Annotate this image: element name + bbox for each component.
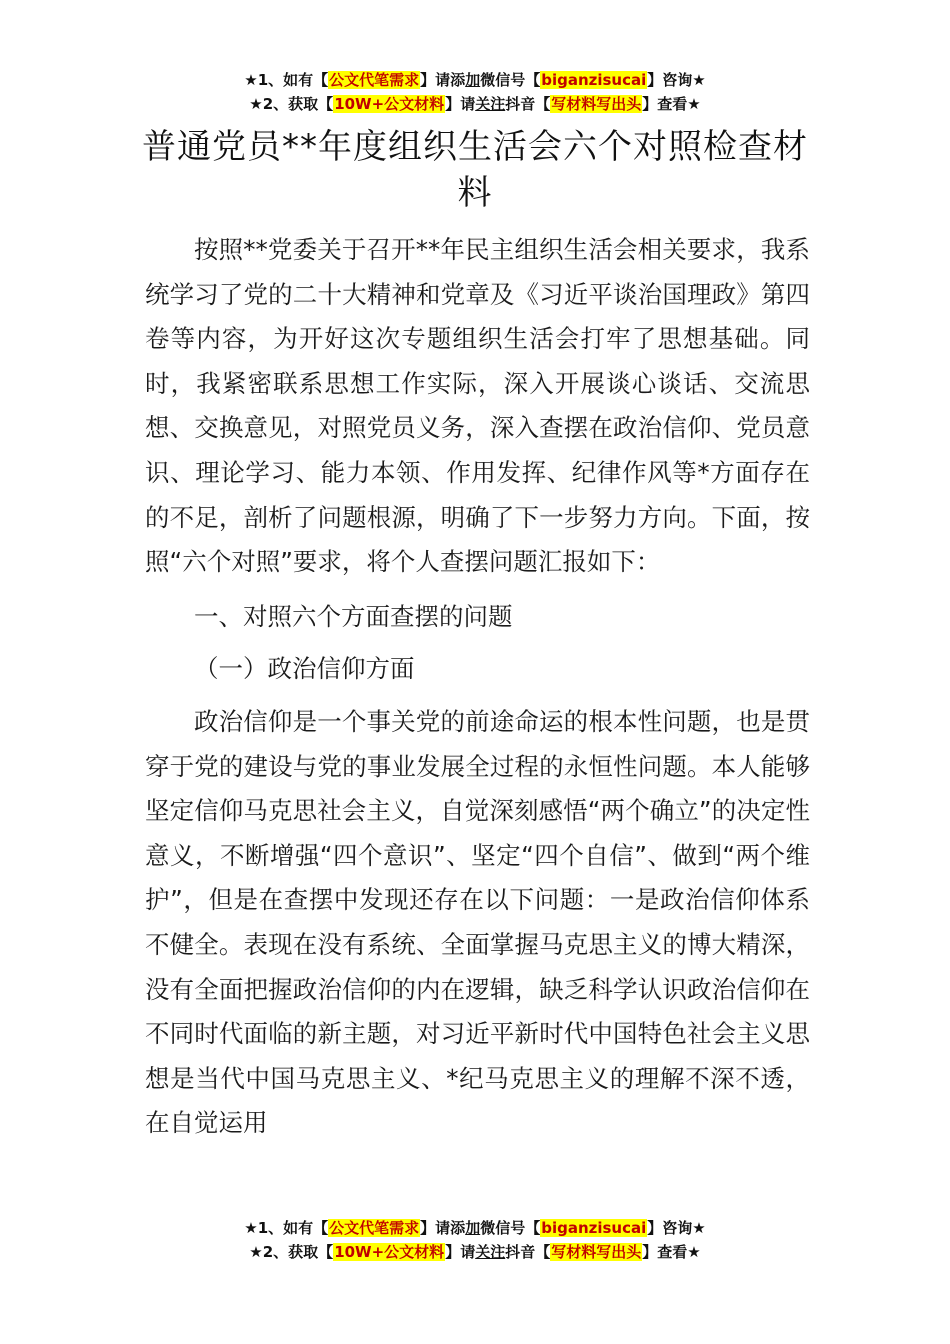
intro-paragraph: 按照**党委关于召开**年民主组织生活会相关要求，我系统学习了党的二十大精神和党章及《习近平谈治国理政》第四卷等内容，为开好这次专题组织生活会打牢了思想基础。同时，我紧密联系思想工作实际，深入开展谈心谈话、交流思想、交换意见，对照党员义务，深入查摆在政治信仰、党员意识、理论学习、能力本领、作用发挥、纪律作风等*方面存在的不足，剖析了问题根源，明确了下一步努力方向。下面，按照“六个对照”要求，将个人查摆问题汇报如下： — [145, 235, 810, 577]
notice-text: 】请 — [445, 1243, 476, 1261]
notice-text: 】查看★ — [642, 95, 701, 113]
notice-text: 微信号【 — [480, 1219, 541, 1237]
notice-text: 】咨询★ — [647, 1219, 706, 1237]
notice-text-underlined: 关注 — [475, 95, 506, 113]
notice-line-1 — [0, 68, 950, 92]
bottom-notice-banner — [0, 1216, 950, 1264]
section-heading: 一、对照六个方面查摆的问题 — [194, 601, 513, 631]
top-notice-banner — [0, 68, 950, 116]
body-paragraph: 政治信仰是一个事关党的前途命运的根本性问题，也是贯穿于党的建设与党的事业发展全过程的永恒性问题。本人能够坚定信仰马克思社会主义，自觉深刻感悟“两个确立”的决定性意义，不断增强“四个意识”、坚定“四个自信”、做到“两个维护”，但是在查摆中发现还存在以下问题：一是政治信仰体系不健全。表现在没有系统、全面掌握马克思主义的博大精深，没有全面把握政治信仰的内在逻辑，缺乏科学认识政治信仰在不同时代面临的新主题，对习近平新时代中国特色社会主义思想是当代中国马克思主义、*纪马克思主义的理解不深不透，在自觉运用 — [145, 706, 810, 1138]
notice-text: ★1、如有【 — [244, 71, 329, 89]
notice-text: 】请添 — [420, 71, 466, 89]
notice-text-underlined: 加 — [465, 71, 481, 89]
notice-text: ★2、获取【 — [249, 95, 334, 113]
highlight-materials: 10W+公文材料 — [334, 95, 445, 113]
highlight-wechat-id: biganzisucai — [541, 1219, 647, 1237]
highlight-service: 公文代笔需求 — [329, 1219, 420, 1237]
notice-text: 抖音【 — [505, 1243, 551, 1261]
subsection-heading: （一）政治信仰方面 — [194, 654, 415, 684]
notice-text: ★2、获取【 — [249, 1243, 334, 1261]
notice-text: 】查看★ — [642, 1243, 701, 1261]
highlight-douyin-account: 写材料写出头 — [551, 1243, 642, 1261]
document-title: 普通党员**年度组织生活会六个对照检查材料 — [142, 127, 808, 213]
highlight-service: 公文代笔需求 — [329, 71, 420, 89]
document-body — [145, 228, 810, 1146]
notice-line-1 — [0, 1216, 950, 1240]
highlight-douyin-account: 写材料写出头 — [551, 95, 642, 113]
notice-line-2 — [0, 1240, 950, 1264]
notice-text: 】请 — [445, 95, 476, 113]
highlight-materials: 10W+公文材料 — [334, 1243, 445, 1261]
notice-text: 微信号【 — [480, 71, 541, 89]
notice-line-2 — [0, 92, 950, 116]
notice-text-underlined: 关注 — [475, 1243, 506, 1261]
notice-text-underlined: 加 — [465, 1219, 481, 1237]
highlight-wechat-id: biganzisucai — [541, 71, 647, 89]
notice-text: 】咨询★ — [647, 71, 706, 89]
notice-text: ★1、如有【 — [244, 1219, 329, 1237]
notice-text: 】请添 — [420, 1219, 466, 1237]
notice-text: 抖音【 — [505, 95, 551, 113]
